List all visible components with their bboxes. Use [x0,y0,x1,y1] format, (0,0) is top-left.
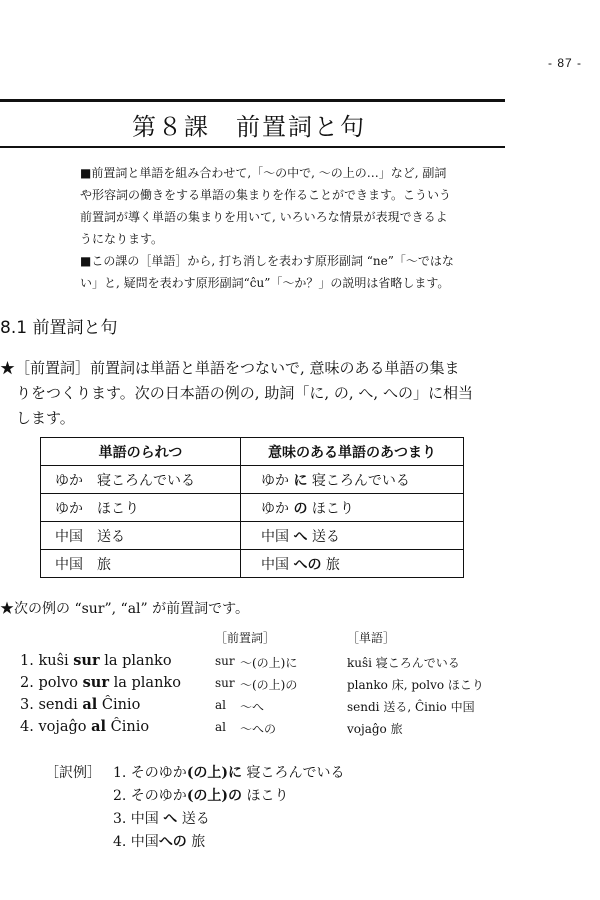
translation-line: 2. そのゆか(の上)の ほこり [113,788,289,804]
table-header: 意味のある単語のあつまり [241,438,464,466]
example-gloss: ～へ [240,700,265,714]
table-cell: 中国 旅 [41,550,241,578]
table-header-row [41,438,464,466]
table-header: 単語のられつ [41,438,241,466]
table-row [41,494,464,522]
example-sentence: 3. sendi al Ĉinio [20,696,141,713]
table-cell: ゆか ほこり [41,494,241,522]
particle: に [293,472,308,489]
example-row [20,696,520,718]
example-word: planko 床, polvo ほこり [347,678,484,692]
paragraph-line: します。 [16,409,75,427]
table-row [41,522,464,550]
particle: の [293,500,308,517]
translation-label: ［訳例］ [45,765,101,781]
intro-line: や形容詞の働きをする単語の集まりを作ることができます。こういう [80,188,452,202]
intro-line: うになります。 [80,232,164,246]
example-word: kuŝi 寝ころんでいる [347,656,460,670]
word-column-header: ［単語］ [347,631,396,645]
cell-text: ゆか [261,500,294,517]
word-table [40,437,464,578]
translation-line: 4. 中国への 旅 [113,834,206,850]
table-cell [241,522,464,550]
example-preposition: sur [215,676,235,690]
example-sentence: 1. kuŝi sur la planko [20,652,172,669]
table-row [41,550,464,578]
cell-text: 中国 [261,528,294,545]
cell-text: 旅 [321,556,340,573]
example-preposition: sur [215,654,235,668]
example-row [20,652,520,674]
example-gloss: ～(の上)の [240,678,298,692]
intro-line: ■この課の［単語］から, 打ち消しを表わす原形副詞 “ne”「～ではな [80,254,454,268]
table-cell: 中国 送る [41,522,241,550]
example-preposition: al [215,698,226,712]
table-cell [241,466,464,494]
chapter-title: 第８課 前置詞と句 [132,113,366,141]
intro-line: ■前置詞と単語を組み合わせて,「～の中で, ～の上の…」など, 副詞 [80,166,447,180]
intro-line: い」と, 疑問を表わす原形副詞“ĉu”「～か？」の説明は省略します。 [80,276,450,290]
example-row [20,674,520,696]
example-word: vojaĝo 旅 [347,722,403,736]
paragraph-line: ★［前置詞］前置詞は単語と単語をつないで, 意味のある単語の集ま [0,359,460,377]
example-row [20,718,520,740]
preposition-column-header: ［前置詞］ [215,631,276,645]
cell-text: 寝ころんでいる [307,472,410,489]
table-cell: ゆか 寝ころんでいる [41,466,241,494]
title-rule-bottom [0,146,505,148]
table-cell [241,494,464,522]
example-gloss: ～(の上)に [240,656,298,670]
page-number: - 87 - [547,56,582,70]
particle: への [293,556,322,573]
paragraph-line: りをつくります。次の日本語の例の, 助詞「に, の, へ, への」に相当 [16,384,473,402]
translation-line: 1. そのゆか(の上)に 寝ころんでいる [113,765,345,781]
preposition-paragraph [0,356,510,431]
cell-text: 中国 [261,556,294,573]
table-cell [241,550,464,578]
example-sentence: 2. polvo sur la planko [20,674,181,691]
particle: へ [293,528,308,545]
cell-text: 送る [307,528,340,545]
cell-text: ゆか [261,472,294,489]
intro-line: 前置詞が導く単語の集まりを用いて, いろいろな情景が表現できるよ [80,210,448,224]
cell-text: ほこり [307,500,354,517]
table-row [41,466,464,494]
example-word: sendi 送る, Ĉinio 中国 [347,700,475,714]
section-heading: 8.1 前置詞と句 [0,318,118,338]
example-gloss: ～への [240,722,277,736]
title-rule-top [0,99,505,102]
example-sentence: 4. vojaĝo al Ĉinio [20,718,150,735]
examples-intro: ★次の例の “sur”, “al” が前置詞です。 [0,601,250,617]
intro-text [80,162,510,294]
translation-line: 3. 中国 へ 送る [113,811,210,827]
example-preposition: al [215,720,226,734]
